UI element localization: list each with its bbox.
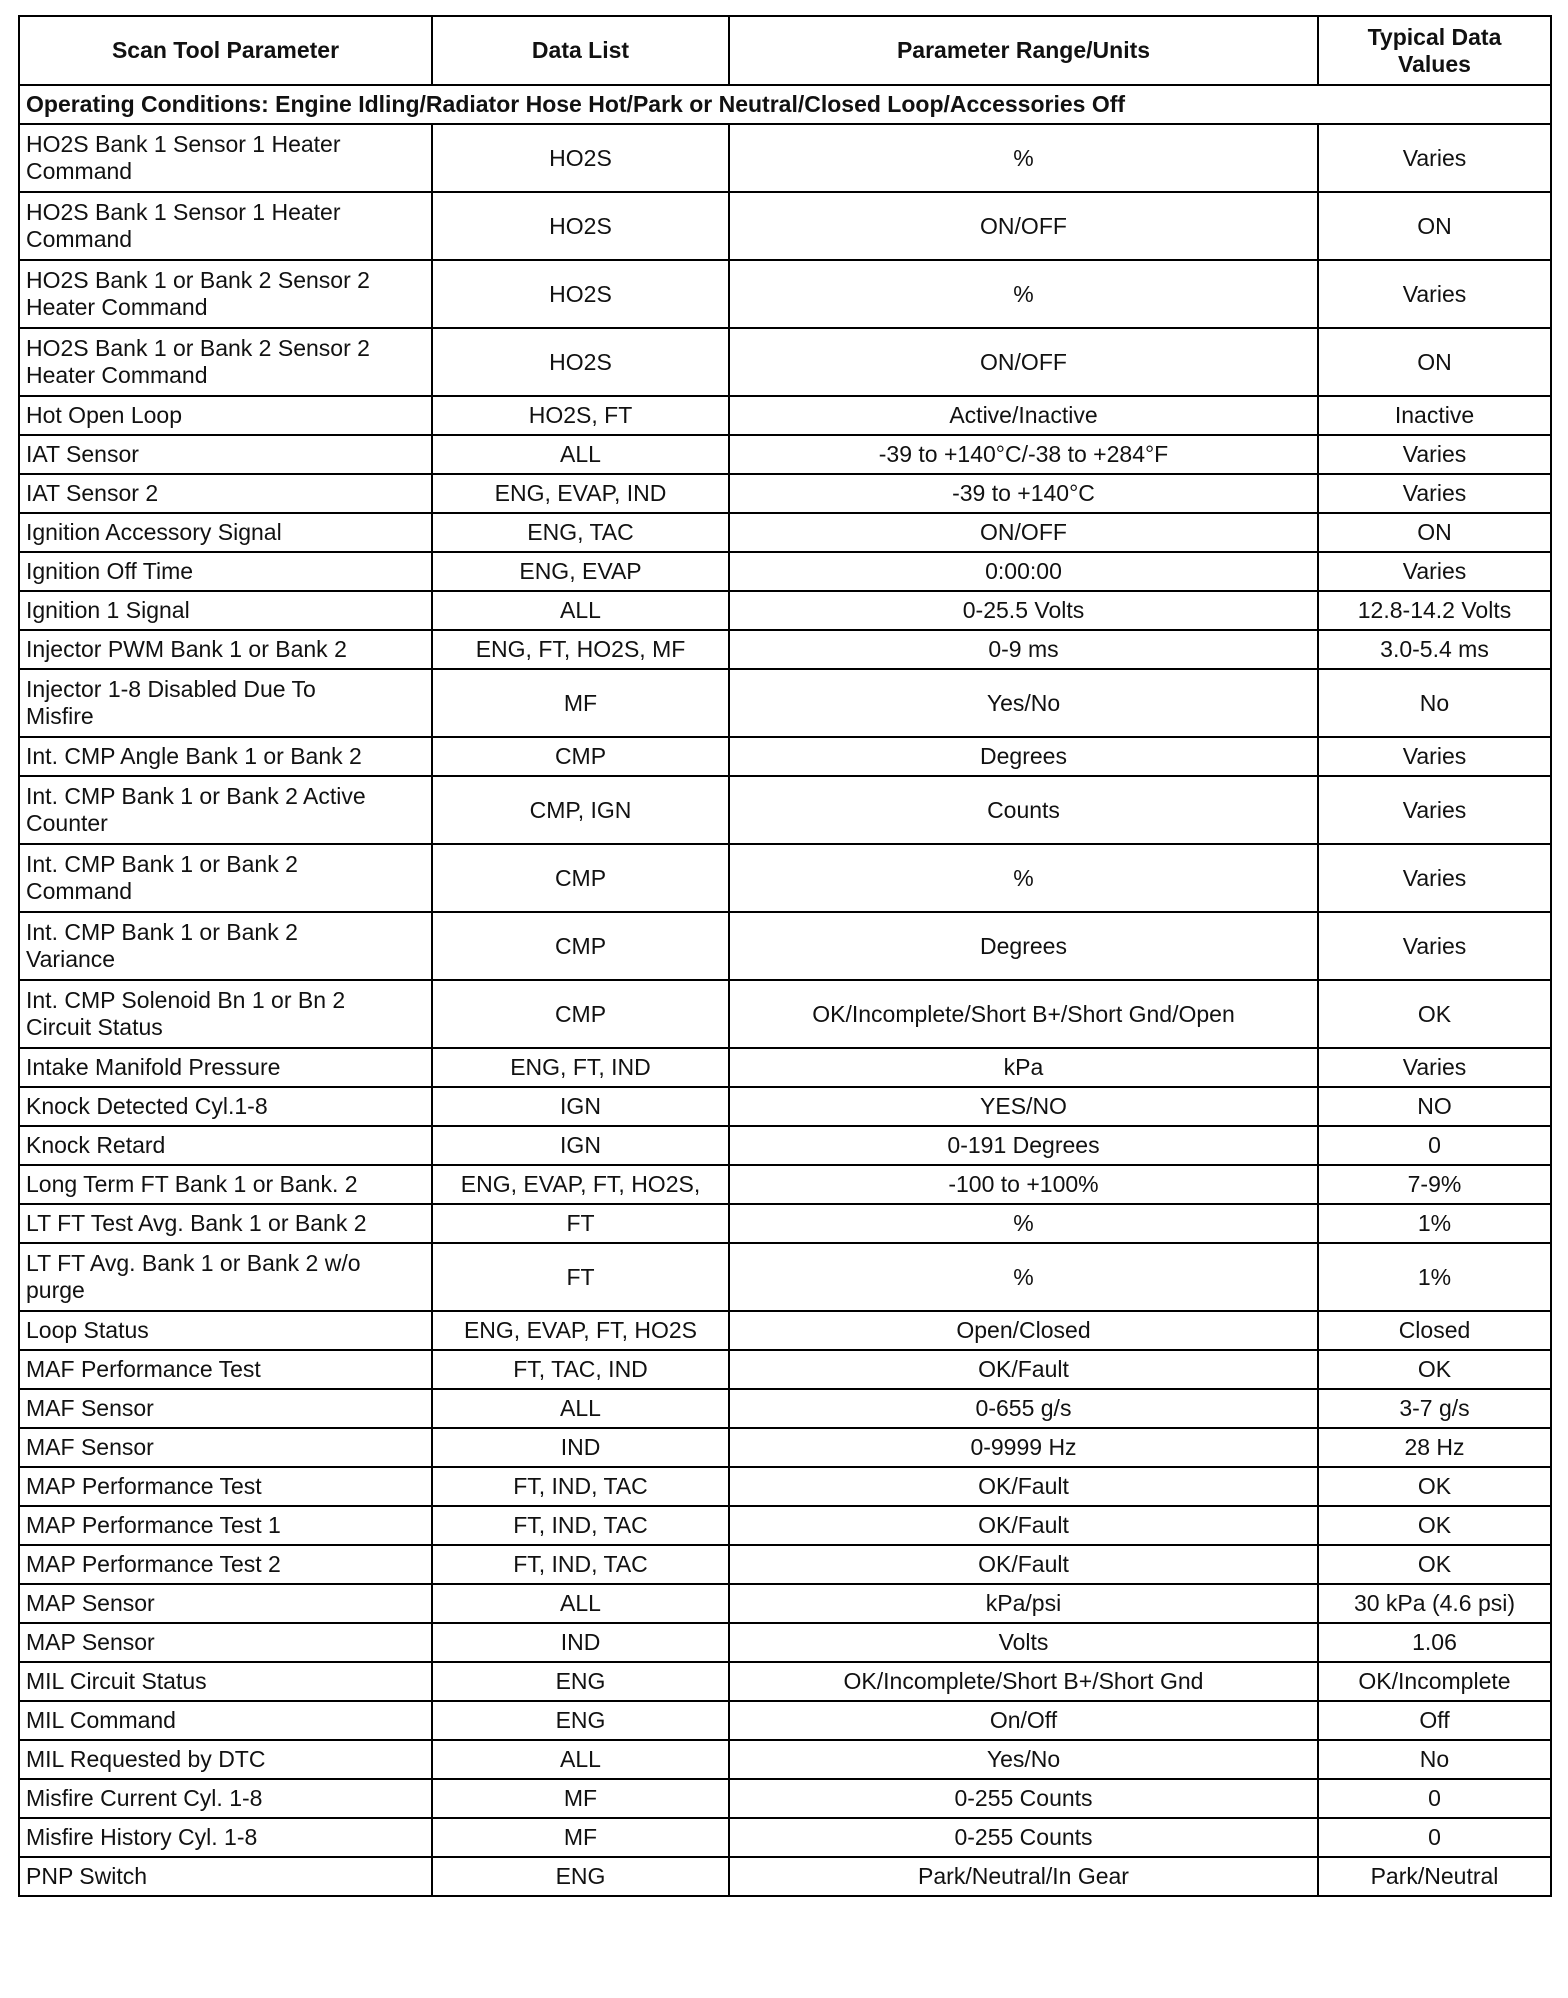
parameter-line: Command (26, 226, 133, 252)
parameter-line: LT FT Avg. Bank 1 or Bank 2 w/o (26, 1250, 361, 1276)
cell-data-list: FT, IND, TAC (432, 1467, 729, 1506)
cell-range-units: kPa (729, 1048, 1318, 1087)
cell-typical-value: Park/Neutral (1318, 1857, 1551, 1896)
cell-parameter (19, 1126, 432, 1165)
cell-data-list: ENG, EVAP (432, 552, 729, 591)
parameter-line: Counter (26, 810, 108, 836)
parameter-line: Intake Manifold Pressure (26, 1054, 281, 1080)
cell-data-list: FT (432, 1204, 729, 1243)
cell-typical-value: ON (1318, 513, 1551, 552)
parameter-line: Heater Command (26, 294, 208, 320)
cell-parameter (19, 1087, 432, 1126)
cell-range-units: OK/Fault (729, 1545, 1318, 1584)
parameter-line: Int. CMP Bank 1 or Bank 2 (26, 919, 298, 945)
cell-range-units: YES/NO (729, 1087, 1318, 1126)
cell-typical-value: No (1318, 669, 1551, 737)
cell-typical-value: OK (1318, 1545, 1551, 1584)
cell-typical-value: 1% (1318, 1243, 1551, 1311)
cell-range-units: OK/Incomplete/Short B+/Short Gnd (729, 1662, 1318, 1701)
cell-parameter (19, 591, 432, 630)
cell-data-list: ALL (432, 435, 729, 474)
cell-range-units: -39 to +140°C/-38 to +284°F (729, 435, 1318, 474)
cell-range-units: 0-255 Counts (729, 1818, 1318, 1857)
cell-parameter (19, 1623, 432, 1662)
cell-range-units: OK/Fault (729, 1350, 1318, 1389)
table-row (19, 1311, 1551, 1350)
table-row (19, 1623, 1551, 1662)
cell-typical-value: 30 kPa (4.6 psi) (1318, 1584, 1551, 1623)
cell-data-list: ENG, FT, IND (432, 1048, 729, 1087)
cell-parameter (19, 776, 432, 844)
cell-parameter (19, 1662, 432, 1701)
cell-range-units: % (729, 844, 1318, 912)
table-row (19, 669, 1551, 737)
operating-conditions: Operating Conditions: Engine Idling/Radiator Hose Hot/Park or Neutral/Closed Loop/Accessories Off (19, 85, 1551, 124)
cell-typical-value: Varies (1318, 260, 1551, 328)
cell-data-list: ENG (432, 1857, 729, 1896)
cell-data-list: FT, TAC, IND (432, 1350, 729, 1389)
cell-typical-value: OK (1318, 1467, 1551, 1506)
cell-parameter (19, 1701, 432, 1740)
cell-typical-value: Varies (1318, 912, 1551, 980)
header-typical-line2: Values (1398, 50, 1471, 77)
cell-data-list: ALL (432, 1389, 729, 1428)
cell-data-list: HO2S (432, 124, 729, 192)
cell-range-units: Park/Neutral/In Gear (729, 1857, 1318, 1896)
parameter-line: Circuit Status (26, 1014, 163, 1040)
cell-range-units: OK/Incomplete/Short B+/Short Gnd/Open (729, 980, 1318, 1048)
table-row (19, 552, 1551, 591)
parameter-line: Misfire History Cyl. 1-8 (26, 1824, 258, 1850)
cell-parameter (19, 328, 432, 396)
parameter-line: Heater Command (26, 362, 208, 388)
parameter-line: MIL Requested by DTC (26, 1746, 266, 1772)
cell-data-list: IGN (432, 1087, 729, 1126)
cell-parameter (19, 396, 432, 435)
table-header (19, 16, 1551, 85)
table-row (19, 474, 1551, 513)
cell-typical-value: 1% (1318, 1204, 1551, 1243)
parameter-line: purge (26, 1277, 85, 1303)
parameter-line: Knock Detected Cyl.1-8 (26, 1093, 268, 1119)
cell-data-list: ALL (432, 1584, 729, 1623)
cell-typical-value: 28 Hz (1318, 1428, 1551, 1467)
cell-range-units: % (729, 124, 1318, 192)
parameter-line: HO2S Bank 1 Sensor 1 Heater (26, 131, 341, 157)
cell-parameter (19, 1545, 432, 1584)
parameter-line: LT FT Test Avg. Bank 1 or Bank 2 (26, 1210, 367, 1236)
cell-typical-value: No (1318, 1740, 1551, 1779)
cell-range-units: 0-191 Degrees (729, 1126, 1318, 1165)
cell-range-units: Degrees (729, 737, 1318, 776)
cell-parameter (19, 1311, 432, 1350)
parameter-line: Long Term FT Bank 1 or Bank. 2 (26, 1171, 358, 1197)
cell-range-units: ON/OFF (729, 328, 1318, 396)
table-row (19, 328, 1551, 396)
cell-parameter (19, 669, 432, 737)
cell-data-list: HO2S (432, 260, 729, 328)
cell-data-list: HO2S (432, 192, 729, 260)
parameter-line: Variance (26, 946, 116, 972)
table-body (19, 85, 1551, 1896)
cell-typical-value: 0 (1318, 1779, 1551, 1818)
cell-typical-value: Varies (1318, 737, 1551, 776)
table-row (19, 844, 1551, 912)
cell-range-units: -39 to +140°C (729, 474, 1318, 513)
cell-range-units: % (729, 260, 1318, 328)
header-range-units: Parameter Range/Units (729, 16, 1318, 85)
parameter-line: Loop Status (26, 1317, 149, 1343)
cell-typical-value: Varies (1318, 552, 1551, 591)
cell-parameter (19, 1584, 432, 1623)
parameter-line: MAF Sensor (26, 1434, 154, 1460)
cell-data-list: ENG, FT, HO2S, MF (432, 630, 729, 669)
cell-range-units: 0-9 ms (729, 630, 1318, 669)
table-row (19, 737, 1551, 776)
table-row (19, 1662, 1551, 1701)
cell-data-list: CMP (432, 737, 729, 776)
table-row (19, 124, 1551, 192)
cell-typical-value: Closed (1318, 1311, 1551, 1350)
cell-parameter (19, 1506, 432, 1545)
header-data-list: Data List (432, 16, 729, 85)
cell-typical-value: NO (1318, 1087, 1551, 1126)
table-row (19, 1389, 1551, 1428)
table-row (19, 192, 1551, 260)
cell-data-list: ALL (432, 591, 729, 630)
cell-range-units: Yes/No (729, 669, 1318, 737)
parameter-line: Hot Open Loop (26, 402, 183, 428)
table-row (19, 1165, 1551, 1204)
operating-conditions-row (19, 85, 1551, 124)
cell-typical-value: OK/Incomplete (1318, 1662, 1551, 1701)
cell-typical-value: 0 (1318, 1818, 1551, 1857)
cell-data-list: MF (432, 1818, 729, 1857)
cell-parameter (19, 260, 432, 328)
cell-parameter (19, 513, 432, 552)
parameter-line: HO2S Bank 1 or Bank 2 Sensor 2 (26, 335, 370, 361)
table-row (19, 1204, 1551, 1243)
parameter-line: HO2S Bank 1 Sensor 1 Heater (26, 199, 341, 225)
cell-parameter (19, 1165, 432, 1204)
cell-range-units: -100 to +100% (729, 1165, 1318, 1204)
table-row (19, 1818, 1551, 1857)
table-row (19, 1545, 1551, 1584)
header-typical-values (1318, 16, 1551, 85)
cell-data-list: ENG, EVAP, FT, HO2S, (432, 1165, 729, 1204)
cell-typical-value: Off (1318, 1701, 1551, 1740)
cell-parameter (19, 1818, 432, 1857)
cell-data-list: HO2S, FT (432, 396, 729, 435)
table-row (19, 591, 1551, 630)
table-row (19, 1048, 1551, 1087)
cell-typical-value: 1.06 (1318, 1623, 1551, 1662)
cell-parameter (19, 1467, 432, 1506)
cell-parameter (19, 1857, 432, 1896)
parameter-line: MAF Performance Test (26, 1356, 261, 1382)
table-row (19, 980, 1551, 1048)
parameter-line: Knock Retard (26, 1132, 166, 1158)
parameter-line: MAP Performance Test 1 (26, 1512, 281, 1538)
cell-parameter (19, 1779, 432, 1818)
cell-parameter (19, 980, 432, 1048)
cell-range-units: 0-9999 Hz (729, 1428, 1318, 1467)
cell-range-units: % (729, 1243, 1318, 1311)
cell-range-units: % (729, 1204, 1318, 1243)
parameter-line: Misfire Current Cyl. 1-8 (26, 1785, 263, 1811)
cell-typical-value: OK (1318, 1506, 1551, 1545)
parameter-line: MIL Circuit Status (26, 1668, 207, 1694)
cell-data-list: ENG (432, 1701, 729, 1740)
cell-typical-value: 7-9% (1318, 1165, 1551, 1204)
table-row (19, 260, 1551, 328)
cell-data-list: CMP (432, 844, 729, 912)
cell-data-list: MF (432, 1779, 729, 1818)
table-row (19, 1740, 1551, 1779)
cell-parameter (19, 1350, 432, 1389)
parameter-line: Injector 1-8 Disabled Due To (26, 676, 316, 702)
table-row (19, 1857, 1551, 1896)
parameter-line: Int. CMP Angle Bank 1 or Bank 2 (26, 743, 362, 769)
cell-parameter (19, 552, 432, 591)
cell-parameter (19, 630, 432, 669)
parameter-line: MAP Performance Test (26, 1473, 262, 1499)
cell-data-list: ENG, EVAP, IND (432, 474, 729, 513)
cell-range-units: Counts (729, 776, 1318, 844)
scan-tool-data-table (18, 15, 1552, 1897)
cell-parameter (19, 1389, 432, 1428)
cell-range-units: 0-25.5 Volts (729, 591, 1318, 630)
cell-data-list: IND (432, 1623, 729, 1662)
cell-data-list: IND (432, 1428, 729, 1467)
parameter-line: Ignition Accessory Signal (26, 519, 282, 545)
cell-data-list: HO2S (432, 328, 729, 396)
cell-parameter (19, 192, 432, 260)
cell-data-list: CMP (432, 912, 729, 980)
cell-range-units: 0-655 g/s (729, 1389, 1318, 1428)
cell-parameter (19, 1048, 432, 1087)
cell-typical-value: Inactive (1318, 396, 1551, 435)
cell-typical-value: OK (1318, 1350, 1551, 1389)
cell-parameter (19, 1740, 432, 1779)
parameter-line: Ignition Off Time (26, 558, 194, 584)
table-row (19, 776, 1551, 844)
cell-data-list: MF (432, 669, 729, 737)
table-row (19, 1126, 1551, 1165)
cell-data-list: IGN (432, 1126, 729, 1165)
cell-data-list: ENG, TAC (432, 513, 729, 552)
cell-typical-value: 3.0-5.4 ms (1318, 630, 1551, 669)
parameter-line: IAT Sensor 2 (26, 480, 159, 506)
parameter-line: MAF Sensor (26, 1395, 154, 1421)
cell-typical-value: Varies (1318, 1048, 1551, 1087)
parameter-line: Command (26, 158, 133, 184)
header-typical-line1: Typical Data (1367, 23, 1502, 50)
parameter-line: Injector PWM Bank 1 or Bank 2 (26, 636, 347, 662)
cell-typical-value: ON (1318, 328, 1551, 396)
cell-range-units: 0-255 Counts (729, 1779, 1318, 1818)
cell-typical-value: Varies (1318, 776, 1551, 844)
cell-range-units: ON/OFF (729, 513, 1318, 552)
cell-parameter (19, 124, 432, 192)
cell-data-list: FT, IND, TAC (432, 1506, 729, 1545)
table-row (19, 435, 1551, 474)
parameter-line: MAP Sensor (26, 1590, 155, 1616)
cell-range-units: Degrees (729, 912, 1318, 980)
cell-parameter (19, 1204, 432, 1243)
parameter-line: Int. CMP Bank 1 or Bank 2 (26, 851, 298, 877)
cell-range-units: OK/Fault (729, 1506, 1318, 1545)
parameter-line: MIL Command (26, 1707, 176, 1733)
table-row (19, 513, 1551, 552)
cell-range-units: ON/OFF (729, 192, 1318, 260)
cell-data-list: FT, IND, TAC (432, 1545, 729, 1584)
cell-parameter (19, 1243, 432, 1311)
cell-range-units: OK/Fault (729, 1467, 1318, 1506)
parameter-line: HO2S Bank 1 or Bank 2 Sensor 2 (26, 267, 370, 293)
header-row (19, 16, 1551, 85)
cell-typical-value: Varies (1318, 435, 1551, 474)
cell-range-units: Active/Inactive (729, 396, 1318, 435)
parameter-line: Command (26, 878, 133, 904)
parameter-line: Misfire (26, 703, 94, 729)
table-row (19, 1428, 1551, 1467)
cell-typical-value: 3-7 g/s (1318, 1389, 1551, 1428)
cell-parameter (19, 435, 432, 474)
header-parameter: Scan Tool Parameter (19, 16, 432, 85)
parameter-line: Ignition 1 Signal (26, 597, 190, 623)
parameter-line: Int. CMP Solenoid Bn 1 or Bn 2 (26, 987, 346, 1013)
table-row (19, 1350, 1551, 1389)
cell-range-units: Open/Closed (729, 1311, 1318, 1350)
cell-range-units: kPa/psi (729, 1584, 1318, 1623)
cell-parameter (19, 1428, 432, 1467)
cell-parameter (19, 844, 432, 912)
cell-typical-value: 0 (1318, 1126, 1551, 1165)
parameter-line: MAP Performance Test 2 (26, 1551, 281, 1577)
cell-typical-value: ON (1318, 192, 1551, 260)
cell-range-units: 0:00:00 (729, 552, 1318, 591)
cell-typical-value: Varies (1318, 474, 1551, 513)
cell-data-list: ENG, EVAP, FT, HO2S (432, 1311, 729, 1350)
cell-range-units: On/Off (729, 1701, 1318, 1740)
cell-range-units: Yes/No (729, 1740, 1318, 1779)
parameter-line: PNP Switch (26, 1863, 148, 1889)
parameter-line: Int. CMP Bank 1 or Bank 2 Active (26, 783, 366, 809)
parameter-line: MAP Sensor (26, 1629, 155, 1655)
parameter-line: IAT Sensor (26, 441, 139, 467)
cell-range-units: Volts (729, 1623, 1318, 1662)
cell-parameter (19, 474, 432, 513)
table-row (19, 912, 1551, 980)
table-row (19, 1087, 1551, 1126)
table-row (19, 630, 1551, 669)
table-row (19, 396, 1551, 435)
cell-typical-value: Varies (1318, 124, 1551, 192)
cell-typical-value: 12.8-14.2 Volts (1318, 591, 1551, 630)
cell-parameter (19, 912, 432, 980)
table-row (19, 1506, 1551, 1545)
cell-typical-value: OK (1318, 980, 1551, 1048)
cell-parameter (19, 737, 432, 776)
table-row (19, 1779, 1551, 1818)
cell-data-list: FT (432, 1243, 729, 1311)
table-row (19, 1584, 1551, 1623)
cell-data-list: CMP (432, 980, 729, 1048)
cell-data-list: ALL (432, 1740, 729, 1779)
table-row (19, 1243, 1551, 1311)
table-row (19, 1467, 1551, 1506)
cell-data-list: ENG (432, 1662, 729, 1701)
cell-typical-value: Varies (1318, 844, 1551, 912)
cell-data-list: CMP, IGN (432, 776, 729, 844)
table-row (19, 1701, 1551, 1740)
